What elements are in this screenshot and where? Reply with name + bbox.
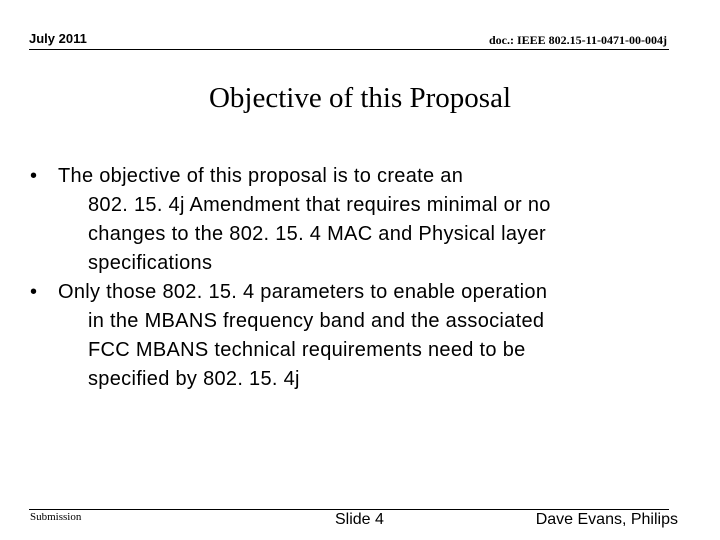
- bullet-list: [28, 162, 678, 394]
- bullet-line: Only those 802. 15. 4 parameters to enable operation: [58, 281, 548, 303]
- bullet-line: in the MBANS frequency band and the associated: [88, 310, 545, 332]
- bullet-item: [28, 162, 678, 278]
- footer-divider: [29, 509, 669, 510]
- footer-submission: Submission: [30, 511, 82, 523]
- slide-number: Slide 4: [335, 511, 384, 528]
- bullet-line: FCC MBANS technical requirements need to be: [88, 339, 526, 361]
- header-date: July 2011: [29, 31, 87, 46]
- bullet-dot-icon: •: [30, 165, 38, 187]
- header-divider: [29, 49, 669, 50]
- bullet-line: 802. 15. 4j Amendment that requires minimal or no: [88, 194, 551, 216]
- bullet-dot-icon: •: [30, 281, 38, 303]
- bullet-line: The objective of this proposal is to create an: [58, 165, 464, 187]
- bullet-line: specifications: [88, 252, 213, 274]
- slide-title: Objective of this Proposal: [208, 82, 512, 114]
- bullet-line: changes to the 802. 15. 4 MAC and Physical layer: [88, 223, 546, 245]
- bullet-item: [28, 278, 678, 394]
- bullet-line: specified by 802. 15. 4j: [88, 368, 300, 390]
- footer-author: Dave Evans, Philips: [535, 511, 678, 528]
- document-id: doc.: IEEE 802.15-11-0471-00-004j: [489, 33, 667, 47]
